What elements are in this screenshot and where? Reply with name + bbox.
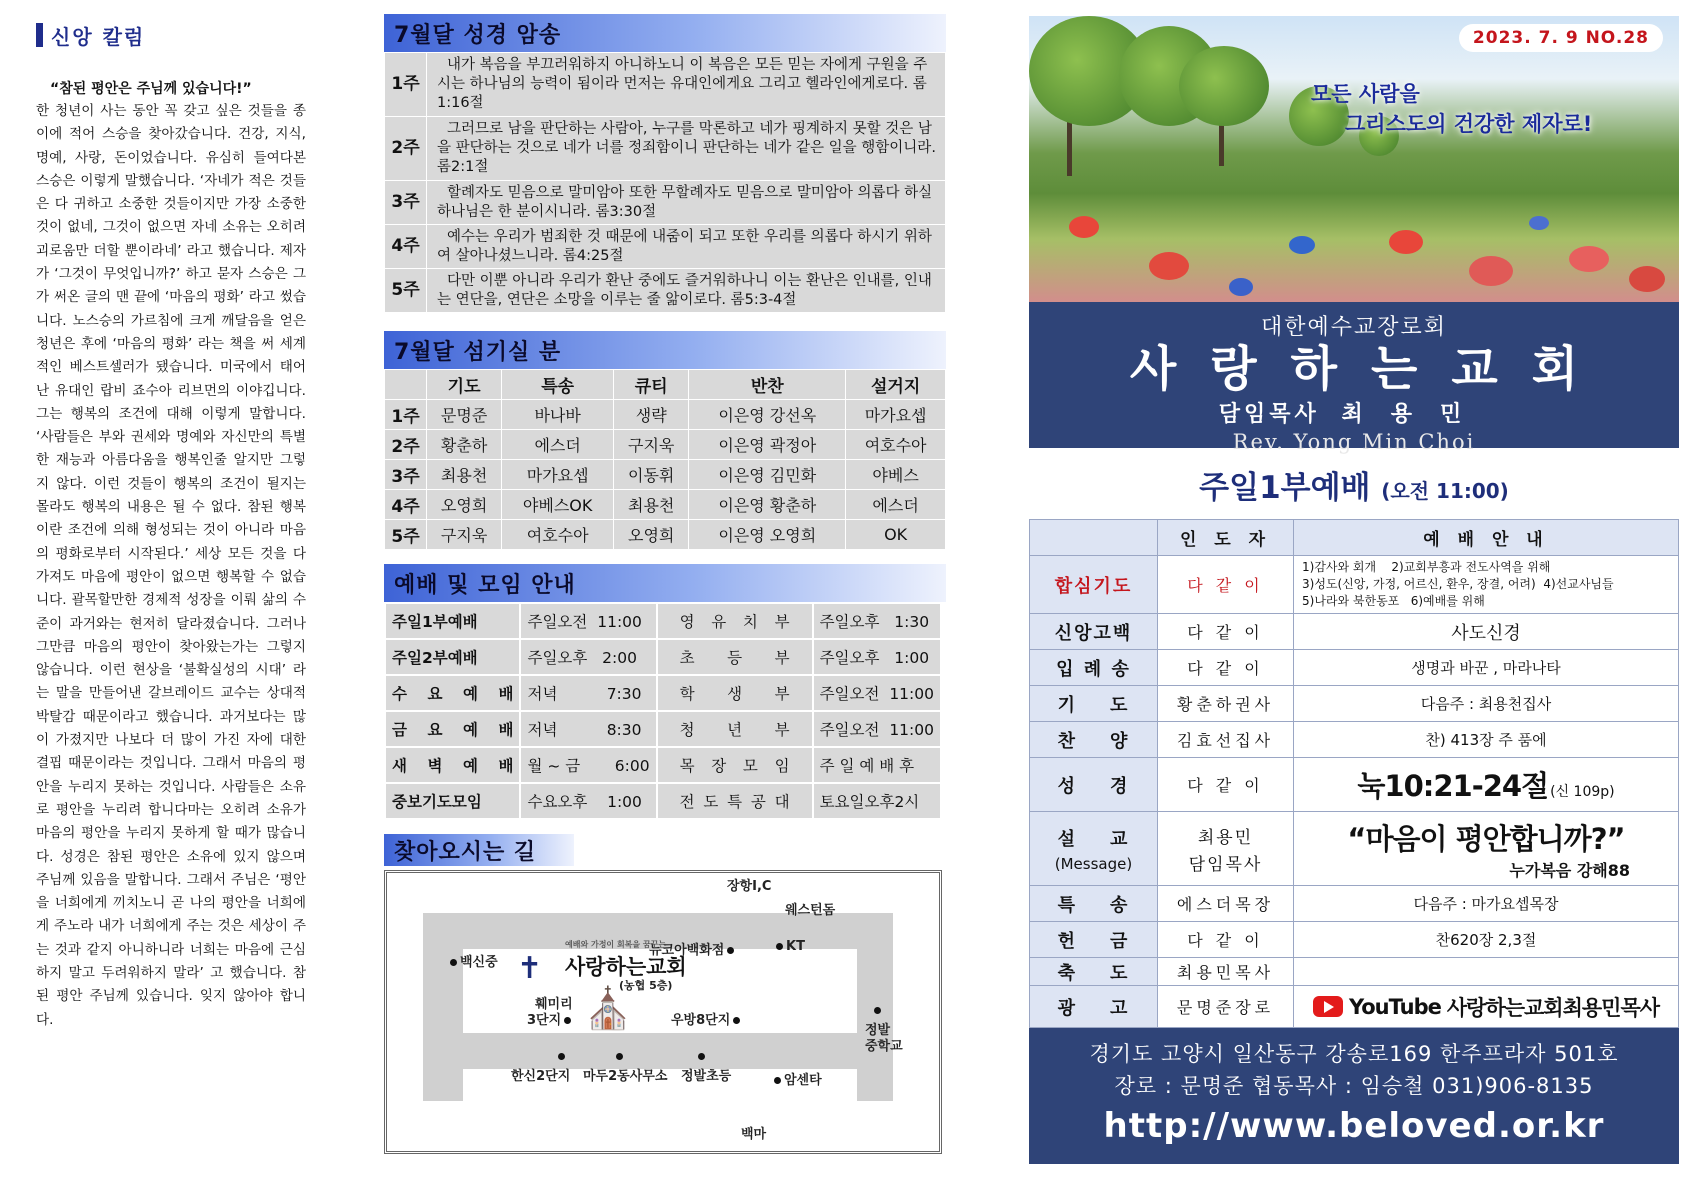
worship-row: [385, 675, 941, 711]
duty-cell: 문명준: [427, 400, 502, 430]
service-time: 주일오후 2:00: [520, 639, 656, 675]
order-item-label: 찬 양: [1057, 730, 1130, 752]
order-item-label: 신앙고백: [1054, 622, 1133, 644]
week-label: 2주: [385, 430, 427, 460]
order-item: [1030, 686, 1158, 722]
order-leader: [1158, 556, 1294, 614]
church-slogan: 예배와 가정이 회복을 꿈꾸는: [565, 940, 667, 949]
youtube-channel-name: 사랑하는교회최용민목사: [1446, 995, 1660, 1020]
order-row: [1030, 886, 1679, 922]
youtube-wordmark: YouTube: [1348, 994, 1441, 1019]
duty-header-cell: 큐티: [614, 370, 689, 400]
header-guide: 예 배 안 내: [1294, 520, 1679, 556]
order-row: [1030, 758, 1679, 812]
order-leader: [1158, 922, 1294, 958]
week-label: 3주: [385, 181, 427, 225]
duty-cell: 이은영 오영희: [689, 520, 846, 550]
map-label-baeksin: 백신중: [447, 951, 498, 970]
order-leader-sub: 담임목사: [1188, 854, 1263, 875]
order-leader-name: 다 같 이: [1187, 776, 1264, 795]
week-label: 5주: [385, 520, 427, 550]
worship-banner: 예배 및 모임 안내: [384, 564, 946, 602]
prayer-topic-line: 5)나라와 북한동포 6)예배를 위해: [1302, 594, 1485, 608]
worship-schedule-table: [384, 602, 942, 820]
worship-row: [385, 639, 941, 675]
order-row: [1030, 650, 1679, 686]
order-leader-name: 다 같 이: [1187, 623, 1264, 642]
order-guide: [1294, 958, 1679, 986]
order-leader: [1158, 722, 1294, 758]
map-dot-row: [555, 1049, 568, 1064]
map-label-jeongbal: 정발: [865, 1023, 891, 1038]
order-leader-name: 에스더목장: [1176, 895, 1275, 914]
service-name: 중보기도모임: [385, 783, 520, 819]
duty-cell: 이동휘: [614, 460, 689, 490]
order-row: [1030, 922, 1679, 958]
order-leader: [1158, 886, 1294, 922]
order-item-label: 성 경: [1057, 775, 1130, 797]
order-item-label: 축 도: [1057, 962, 1130, 984]
order-row: [1030, 614, 1679, 650]
order-row: [1030, 686, 1679, 722]
motto-line2: 그리스도의 건강한 제자로!: [1345, 112, 1593, 136]
cover-column: [1029, 16, 1679, 1164]
youtube-icon: [1313, 996, 1343, 1017]
service-time: 주일오전 11:00: [520, 603, 656, 639]
directions-banner: 찾아오시는 길: [384, 834, 574, 866]
church-address: 경기도 고양시 일산동구 강송로169 한주프라자 501호: [1089, 1042, 1619, 1066]
order-guide-text: 다음주 : 최용천집사: [1420, 695, 1552, 713]
order-guide: [1294, 812, 1679, 886]
order-row: [1030, 556, 1679, 614]
group-time: 주일오전 11:00: [813, 675, 941, 711]
order-guide: [1294, 758, 1679, 812]
pastor-name: 최용민: [1341, 402, 1490, 427]
map-label-western: 웨스턴돔: [785, 903, 836, 918]
group-time: 주일오후 1:00: [813, 639, 941, 675]
order-leader: [1158, 812, 1294, 886]
duty-cell: 마가요셉: [502, 460, 614, 490]
map-label-janghang: 장항I,C: [727, 879, 772, 894]
group-time: 주일오후 1:30: [813, 603, 941, 639]
duty-table: [384, 369, 946, 550]
map-label-jeongbalcho: 정발초등: [681, 1069, 732, 1084]
service-name: 주일1부예배: [385, 603, 520, 639]
church-building-icon: ⛪: [583, 986, 633, 1032]
map-dot-row3: [695, 1049, 708, 1064]
order-guide-text: 찬620장 2,3절: [1435, 931, 1537, 949]
church-cross-icon: ✝: [517, 951, 543, 986]
verse-text: 내가 복음을 부끄러워하지 아니하노니 이 복음은 모든 믿는 자에게 구원을 주시는 하나님의 능력이 됨이라 먼저는 유대인에게요 그리고 헬라인에게로다. 롬1:16절: [427, 53, 946, 117]
order-item: [1030, 758, 1158, 812]
prayer-topic-line: 3)성도(신앙, 가정, 어르신, 환우, 장결, 어려) 4)선교사님들: [1302, 577, 1614, 591]
service-time: (오전 11:00): [1381, 479, 1509, 503]
duty-cell: 마가요셉: [846, 400, 946, 430]
group-time: 주일오전 11:00: [813, 711, 941, 747]
order-item: [1030, 812, 1158, 886]
map-label-hanshin: 한신2단지: [511, 1069, 571, 1084]
order-item-label: 입 례 송: [1056, 658, 1131, 680]
order-guide-text: 다음주 : 마가요셉목장: [1413, 895, 1559, 913]
week-label: 1주: [385, 53, 427, 117]
order-guide: [1294, 986, 1679, 1028]
order-leader: [1158, 650, 1294, 686]
duty-header-cell: 기도: [427, 370, 502, 400]
order-guide-text: 사도신경: [1451, 622, 1521, 644]
week-label: 1주: [385, 400, 427, 430]
map-label-hwemiri: 훼미리: [535, 997, 573, 1012]
order-guide: [1294, 886, 1679, 922]
order-leader-name: 김효선집사: [1176, 731, 1275, 750]
order-item: [1030, 986, 1158, 1028]
pastor-title: 담임목사: [1218, 402, 1320, 427]
duty-cell: 이은영 황춘하: [689, 490, 846, 520]
duty-cell: 구지욱: [614, 430, 689, 460]
map-church-sub: (농협 5층): [619, 979, 673, 992]
church-name: 사랑하는교회: [1129, 341, 1613, 397]
duty-cell: 야베스OK: [502, 490, 614, 520]
order-of-worship-table: [1029, 519, 1679, 1028]
order-leader: [1158, 958, 1294, 986]
motto-line1: 모든 사람을: [1311, 82, 1420, 106]
duty-cell: 이은영 곽정아: [689, 430, 846, 460]
duty-header-cell: [385, 370, 427, 400]
directions-map: [384, 870, 942, 1154]
duty-cell: 생략: [614, 400, 689, 430]
memory-verse-row: [385, 117, 946, 181]
order-leader: [1158, 686, 1294, 722]
duty-cell: 이은영 강선옥: [689, 400, 846, 430]
faith-column-title: 신앙 칼럼: [51, 24, 146, 49]
order-item: [1030, 922, 1158, 958]
map-label-newcore: 뉴코아백화점: [649, 939, 737, 958]
order-item: [1030, 650, 1158, 686]
order-leader-name: 문명준장로: [1176, 998, 1275, 1017]
worship-row: [385, 783, 941, 819]
group-name: 학 생 부: [657, 675, 813, 711]
order-leader-name: 최용민: [1197, 827, 1254, 848]
group-name: 초 등 부: [657, 639, 813, 675]
order-row: [1030, 986, 1679, 1028]
worship-row: [385, 711, 941, 747]
duty-row: [385, 400, 946, 430]
map-label-baekma: 백마: [741, 1127, 767, 1142]
duty-banner: 7월달 섬기실 분: [384, 331, 946, 369]
church-footer: [1029, 1028, 1679, 1164]
duty-cell: 오영희: [427, 490, 502, 520]
info-column: [384, 14, 946, 1154]
order-guide: [1294, 556, 1679, 614]
order-leader-name: 다 같 이: [1187, 931, 1264, 950]
order-item-label: 특 송: [1057, 894, 1130, 916]
service-name: 주일1부예배: [1199, 470, 1371, 506]
order-item-label: 합심기도: [1054, 575, 1133, 597]
road-gap: [423, 1101, 893, 1115]
map-label-hwemiri2: 3단지: [527, 1009, 574, 1028]
order-item-label: 헌 금: [1057, 930, 1130, 952]
flower-field-photo: [1029, 16, 1679, 302]
duty-row: [385, 490, 946, 520]
group-time: 주 일 예 배 후: [813, 747, 941, 783]
group-name: 전 도 특 공 대: [657, 783, 813, 819]
duty-row: [385, 520, 946, 550]
duty-cell: 여호수아: [846, 430, 946, 460]
duty-cell: 여호수아: [502, 520, 614, 550]
order-guide: [1294, 614, 1679, 650]
week-label: 4주: [385, 225, 427, 269]
week-label: 2주: [385, 117, 427, 181]
service-time: 저녁 8:30: [520, 711, 656, 747]
road-west: [423, 913, 463, 1113]
pastor-rev: Rev. Yong Min Choi: [1232, 430, 1476, 454]
group-name: 목 장 모 임: [657, 747, 813, 783]
order-leader: [1158, 614, 1294, 650]
map-label-madu: 마두2동사무소: [583, 1069, 668, 1084]
road-south: [423, 1033, 893, 1069]
sermon-series: 누가복음 강해88: [1509, 860, 1630, 880]
map-label-jeongbal2: 중학교: [865, 1039, 903, 1054]
order-leader: [1158, 758, 1294, 812]
map-dot-row2: [613, 1049, 626, 1064]
service-name: 새 벽 예 배: [385, 747, 520, 783]
order-item: [1030, 722, 1158, 758]
order-guide: [1294, 686, 1679, 722]
group-time: 토요일오후2시: [813, 783, 941, 819]
order-item-label: 기 도: [1057, 694, 1130, 716]
verse-text: 그러므로 남을 판단하는 사람아, 누구를 막론하고 네가 핑계하지 못할 것은 남을 판단하는 것으로 네가 너를 정죄함이니 판단하는 네가 같은 일을 행함이니라. 롬2:1절: [427, 117, 946, 181]
duty-cell: 황춘하: [427, 430, 502, 460]
issue-date-badge: 2023. 7. 9 NO.28: [1459, 24, 1663, 52]
order-row: [1030, 722, 1679, 758]
article-title: “참된 평안은 주님께 있습니다!”: [50, 81, 252, 97]
service-time: 저녁 7:30: [520, 675, 656, 711]
service-name: 수 요 예 배: [385, 675, 520, 711]
duty-cell: OK: [846, 520, 946, 550]
order-guide: [1294, 722, 1679, 758]
memory-verse-row: [385, 225, 946, 269]
order-guide-text: 생명과 바꾼 , 마라나타: [1411, 659, 1561, 677]
group-name: 영 유 치 부: [657, 603, 813, 639]
faith-column: [36, 22, 306, 1032]
prayer-topic-line: 1)감사와 회개 2)교회부흥과 전도사역을 위해: [1302, 560, 1551, 574]
order-leader-name: 최용민목사: [1176, 963, 1275, 982]
header-leader: 인 도 자: [1158, 520, 1294, 556]
sermon-title: “마음이 평안합니까?”: [1347, 821, 1625, 856]
scripture-reference: 눅10:21-24절: [1357, 769, 1549, 803]
order-item-sub: (Message): [1054, 854, 1133, 873]
service-name: 주일2부예배: [385, 639, 520, 675]
duty-cell: 구지욱: [427, 520, 502, 550]
verse-text: 다만 이뿐 아니라 우리가 환난 중에도 즐거워하나니 이는 환난은 인내를, 인내는 연단을, 연단은 소망을 이루는 줄 앎이로다. 롬5:3-4절: [427, 269, 946, 313]
service-title: [1029, 462, 1679, 507]
order-guide-text: 찬) 413장 주 품에: [1425, 731, 1547, 749]
order-item: [1030, 614, 1158, 650]
article-body: 한 청년이 사는 동안 꼭 갖고 싶은 것들을 종이에 적어 스승을 찾아갔습니다. 건강, 지식, 명예, 사랑, 돈이었습니다. 유심히 들여다본 스승은 이렇게 말했습니다. ‘자네가 적은 것들은 다 귀하고 소중한 것들이지만 가장 소중한 것이 없네, 그것이 없으면 자네 소유는 오히려 괴로움만 더할 뿐이라네’ 라고 했습니다. 제자가 ‘그것이 무엇입니까?’ 하고 묻자 스승은 그가 써온 글의 맨 끝에 ‘마음의 평화’ 라고 썼습니다. 노스승의 가르침에 크게 깨달음을 얻은 청년은 후에 ‘마음의 평화’ 라는 책을 써 세계적인 베스트셀러가 됐습니다. 미국에서 태어난 유대인 랍비 죠수아 리브먼의 이야깁니다. 그는 행복의 조건에 대해 이렇게 말합니다. ‘사람들은 부와 권세와 명예와 자신만의 특별한 재능과 아름다움을 행복인줄 알지만 그렇지 않다. 이런 것들이 행복의 조건이 될지는 몰라도 행복의 내용은 될 수 없다. 참된 행복이란 조건에 의해 형성되는 것이 아니라 마음의 평화로부터 시작된다.’ 세상 모든 것을 다 가져도 마음에 평안이 없으면 행복할 수 없습니다. 괄목할만한 경제적 성장을 이뤄 삶의 수준이 과거와는 현저히 달라졌습니다. 그러나 그만큼 마음의 평안이 찾아왔는가는 그렇지 않습니다. 이런 현상을 ‘불확실성의 시대’ 라는 말을 만들어낸 갈브레이드 교수는 상대적 박탈감 때문이라고 했습니다. 과거보다는 많이 가졌지만 나보다 더 많이 가진 자에 대한 결핍 때문이라는 것입니다. 그래서 마음의 평안을 누리지 못하는 것입니다. 사람들은 소유로 평안을 누리려 합니다마는 오히려 소유가 마음의 평안을 누리지 못하게 할 때가 많습니다. 성경은 참된 평안은 소유에 있지 않으며 주님께 있음을 말합니다. 그래서 주님은 ‘평안을 너희에게 끼치노니 곧 나의 평안을 너희에게 주노라 내가 너희에게 주는 것은 세상이 주는 것과 같지 아니하니라 너희는 마음에 근심하지 말고 두려워하지 말라’ 고 했습니다. 참된 평안 주님께 있습니다. 잊지 않아야 합니다.: [36, 103, 306, 1028]
order-guide: [1294, 922, 1679, 958]
memory-verse-row: [385, 181, 946, 225]
duty-cell: 바나바: [502, 400, 614, 430]
scripture-page: (신 109p): [1550, 784, 1615, 800]
order-leader: [1158, 986, 1294, 1028]
duty-header-cell: 설거지: [846, 370, 946, 400]
senior-pastor: [1029, 397, 1679, 428]
faith-column-header: [36, 22, 306, 48]
duty-cell: 오영희: [614, 520, 689, 550]
duty-row: [385, 460, 946, 490]
map-dot-jeongbal: [871, 1003, 884, 1018]
service-time: 수요오후 1:00: [520, 783, 656, 819]
church-website-link[interactable]: http://www.beloved.or.kr: [1103, 1106, 1605, 1146]
worship-row: [385, 747, 941, 783]
duty-cell: 이은영 김민화: [689, 460, 846, 490]
verse-text: 예수는 우리가 범죄한 것 때문에 내줌이 되고 또한 우리를 의롭다 하시기 위하여 살아나셨느니라. 롬4:25절: [427, 225, 946, 269]
order-item-label: 광 고: [1057, 997, 1130, 1019]
order-leader-name: 황춘하권사: [1176, 695, 1275, 714]
memory-verse-row: [385, 269, 946, 313]
worship-row: [385, 603, 941, 639]
church-contact: 장로 : 문명준 협동목사 : 임승철 031)906-8135: [1114, 1074, 1594, 1098]
map-church-name: 사랑하는교회: [565, 955, 687, 979]
week-label: 4주: [385, 490, 427, 520]
map-label-amcenter: 암센타: [771, 1069, 822, 1088]
week-label: 3주: [385, 460, 427, 490]
youtube-channel-link[interactable]: [1313, 992, 1659, 1022]
duty-cell: 최용천: [614, 490, 689, 520]
duty-cell: 최용천: [427, 460, 502, 490]
memory-verse-banner: 7월달 성경 암송: [384, 14, 946, 52]
duty-cell: 에스더: [846, 490, 946, 520]
verse-text: 할례자도 믿음으로 말미암아 또한 무할례자도 믿음으로 말미암아 의롭다 하실 하나님은 한 분이시니라. 롬3:30절: [427, 181, 946, 225]
duty-header-cell: 특송: [502, 370, 614, 400]
duty-row: [385, 430, 946, 460]
order-leader-name: 다 같 이: [1187, 576, 1264, 595]
order-item: [1030, 958, 1158, 986]
map-label-ubang: 우방8단지: [671, 1009, 743, 1028]
order-item-label: 설 교: [1057, 828, 1130, 850]
duty-header-cell: 반찬: [689, 370, 846, 400]
service-time: 월 ~ 금 6:00: [520, 747, 656, 783]
order-leader-name: 다 같 이: [1187, 659, 1264, 678]
church-nameplate: [1029, 302, 1679, 454]
map-label-kt: KT: [773, 939, 805, 954]
duty-cell: 에스더: [502, 430, 614, 460]
order-guide: [1294, 650, 1679, 686]
memory-verse-table: [384, 52, 946, 313]
denomination: 대한예수교장로회: [1260, 315, 1448, 340]
order-item: [1030, 886, 1158, 922]
duty-cell: 야베스: [846, 460, 946, 490]
service-name: 금 요 예 배: [385, 711, 520, 747]
week-label: 5주: [385, 269, 427, 313]
section-marker: [36, 23, 43, 47]
group-name: 청 년 부: [657, 711, 813, 747]
order-row: [1030, 812, 1679, 886]
order-item: [1030, 556, 1158, 614]
order-row: [1030, 958, 1679, 986]
memory-verse-row: [385, 53, 946, 117]
